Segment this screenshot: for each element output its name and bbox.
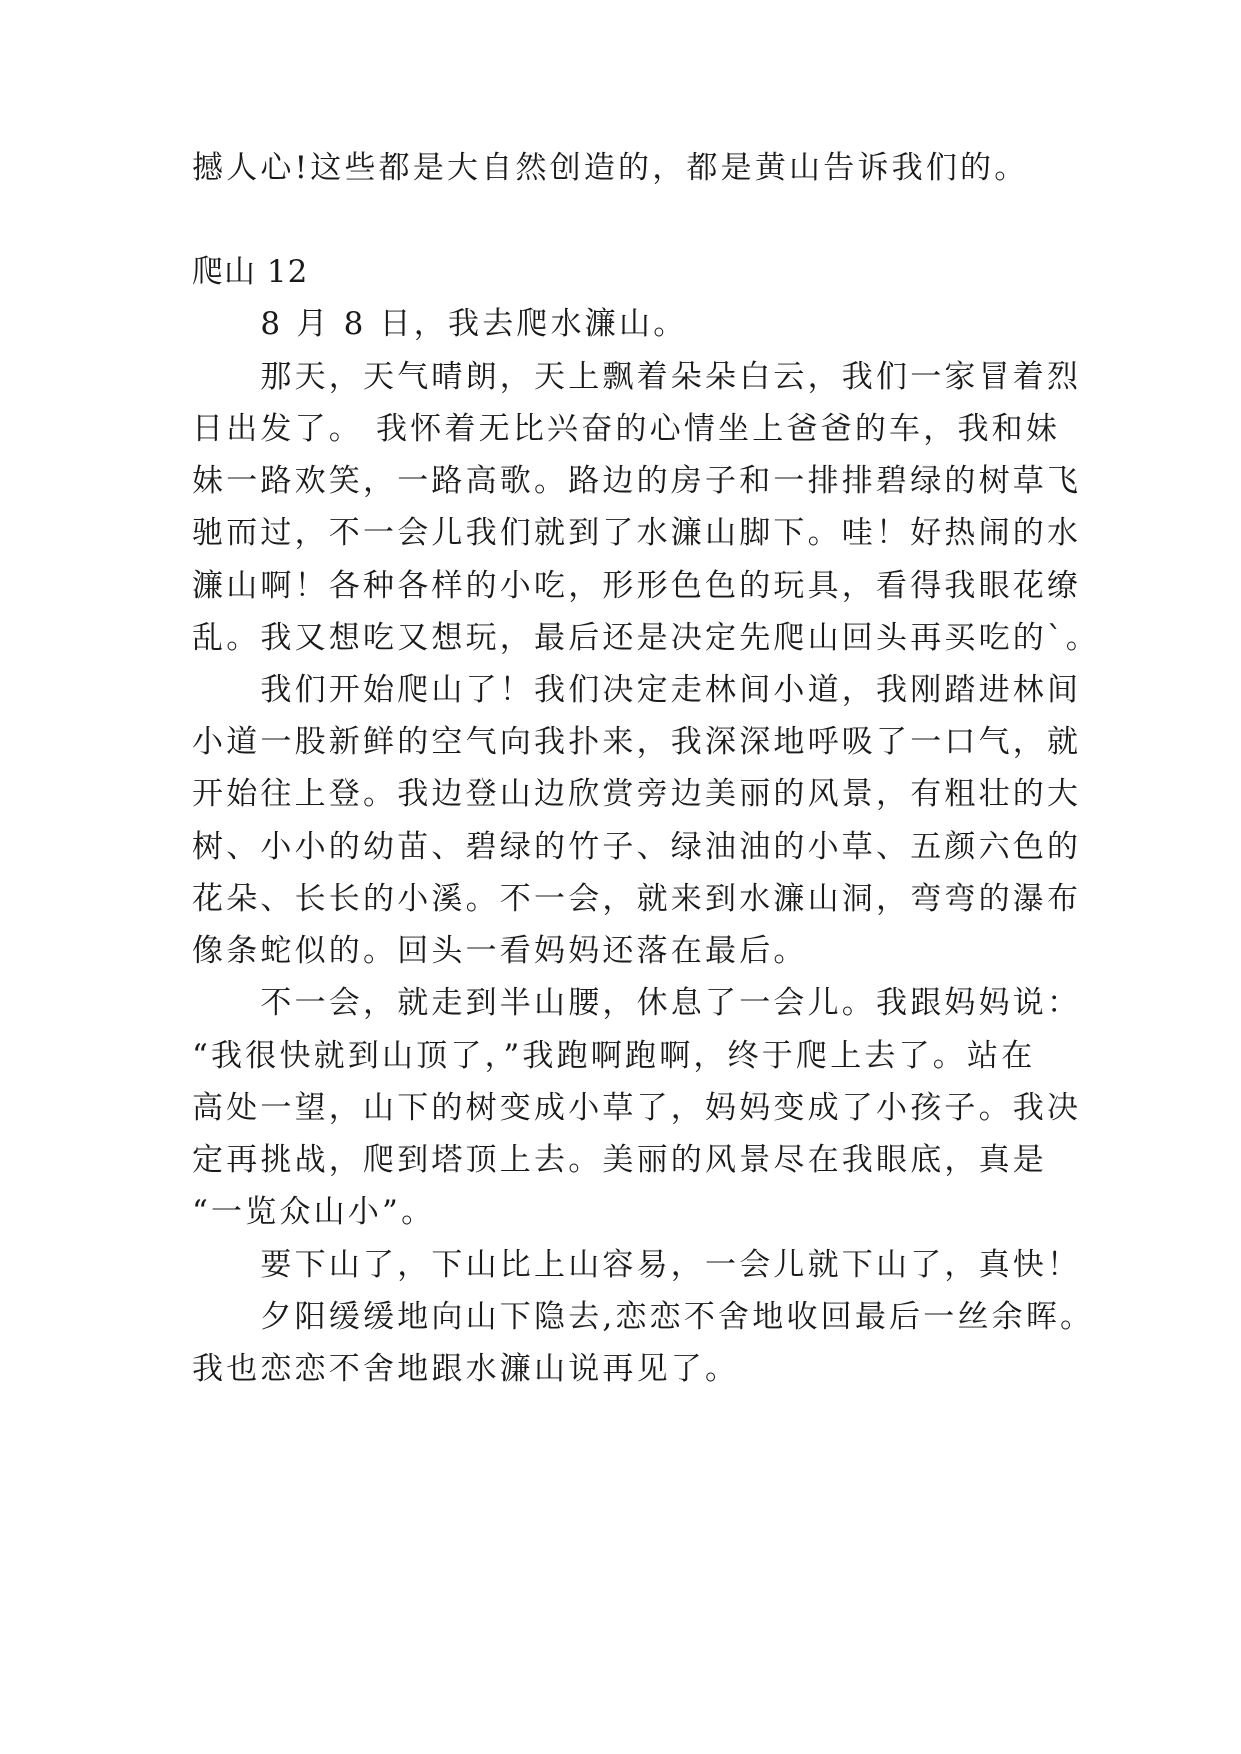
text-line: 濂山啊！各种各样的小吃，形形色色的玩具，看得我眼花缭 xyxy=(192,568,1082,604)
text-line: “一览众山小”。 xyxy=(192,1194,436,1230)
text-line: 驰而过，不一会儿我们就到了水濂山脚下。哇！好热闹的水 xyxy=(192,515,1082,551)
text-line: 像条蛇似的。回头一看妈妈还落在最后。 xyxy=(192,933,808,969)
text-line: 夕阳缓缓地向山下隐去,恋恋不舍地收回最后一丝余晖。 xyxy=(192,1299,1095,1335)
text-line: 8 月 8 日，我去爬水濂山。 xyxy=(192,306,688,342)
intro-line: 撼人心!这些都是大自然创造的，都是黄山告诉我们的。 xyxy=(192,150,1029,186)
text-line: 要下山了，下山比上山容易，一会儿就下山了，真快！ xyxy=(192,1247,1082,1283)
text-line: “我很快就到山顶了，”我跑啊跑啊，终于爬上去了。站在 xyxy=(192,1038,1036,1074)
text-line: 那天，天气晴朗，天上飘着朵朵白云，我们一家冒着烈 xyxy=(192,359,1082,395)
section-title: 爬山 12 xyxy=(192,254,309,290)
text-line: 我们开始爬山了！我们决定走林间小道，我刚踏进林间 xyxy=(192,672,1082,708)
text-line: 乱。我又想吃又想玩，最后还是决定先爬山回头再买吃的`。 xyxy=(192,620,1100,656)
text-line: 高处一望，山下的树变成小草了，妈妈变成了小孩子。我决 xyxy=(192,1090,1082,1126)
text-line: 定再挑战，爬到塔顶上去。美丽的风景尽在我眼底，真是 xyxy=(192,1142,1047,1178)
text-line: 日出发了。 我怀着无比兴奋的心情坐上爸爸的车，我和妹 xyxy=(192,411,1061,447)
text-line: 我也恋恋不舍地跟水濂山说再见了。 xyxy=(192,1351,740,1387)
text-line: 不一会，就走到半山腰，休息了一会儿。我跟妈妈说： xyxy=(192,985,1082,1021)
text-line: 小道一股新鲜的空气向我扑来，我深深地呼吸了一口气，就 xyxy=(192,724,1082,760)
text-line: 开始往上登。我边登山边欣赏旁边美丽的风景，有粗壮的大 xyxy=(192,776,1082,812)
text-line: 花朵、长长的小溪。不一会，就来到水濂山洞，弯弯的瀑布 xyxy=(192,881,1082,917)
text-line: 树、小小的幼苗、碧绿的竹子、绿油油的小草、五颜六色的 xyxy=(192,829,1082,865)
text-line: 妹一路欢笑，一路高歌。路边的房子和一排排碧绿的树草飞 xyxy=(192,463,1082,499)
